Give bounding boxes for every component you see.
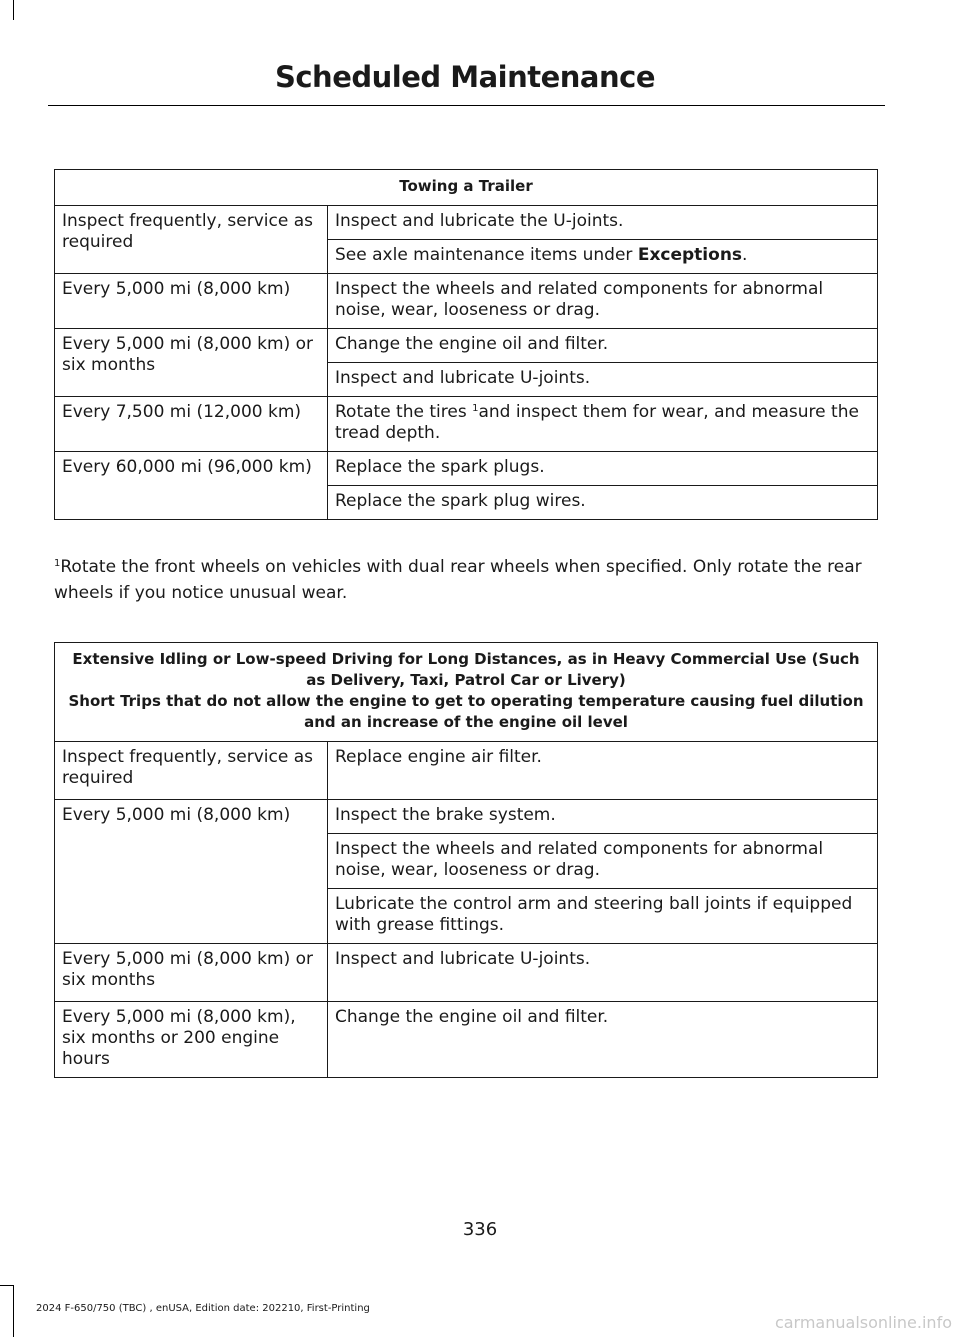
table-row [55, 397, 878, 452]
task-cell: Inspect and lubricate the U-joints. [328, 206, 878, 240]
interval-cell: Every 5,000 mi (8,000 km) [55, 800, 328, 944]
task-cell: Inspect and lubricate U-joints. [328, 363, 878, 397]
table-row [55, 452, 878, 486]
table-title-line: Short Trips that do not allow the engine to get to operating temperature causing fuel dilution and an increase of the engine oil level [68, 692, 864, 731]
interval-cell: Every 7,500 mi (12,000 km) [55, 397, 328, 452]
interval-cell: Every 5,000 mi (8,000 km) [55, 274, 328, 329]
task-cell: Replace engine air filter. [328, 742, 878, 800]
task-cell: Change the engine oil and filter. [328, 329, 878, 363]
edition-line: 2024 F-650/750 (TBC) , enUSA, Edition date: 202210, First-Printing [36, 1303, 370, 1314]
task-text: See axle maintenance items under [335, 245, 633, 265]
interval-cell: Inspect frequently, service as required [55, 742, 328, 800]
page-title: Scheduled Maintenance [274, 60, 655, 94]
table-title-line: Extensive Idling or Low-speed Driving for Long Distances, as in Heavy Commercial Use (Such as Delivery, Taxi, Patrol Car or Livery) [72, 650, 860, 689]
task-cell: Replace the spark plug wires. [328, 486, 878, 520]
footnote-marker: 1 [54, 558, 61, 569]
task-cell: Inspect and lubricate U-joints. [328, 944, 878, 1002]
table-header-row [55, 170, 878, 206]
crop-mark [13, 1285, 14, 1337]
table-row [55, 274, 878, 329]
task-cell: Inspect the wheels and related components for abnormal noise, wear, looseness or drag. [328, 834, 878, 889]
task-cell: Replace the spark plugs. [328, 452, 878, 486]
idling-table [54, 642, 878, 1078]
interval-cell: Inspect frequently, service as required [55, 206, 328, 274]
footnote-text: Rotate the front wheels on vehicles with dual rear wheels when specified. Only rotate the rear wheels if you notice unusual wear. [54, 557, 862, 603]
interval-cell: Every 5,000 mi (8,000 km), six months or 200 engine hours [55, 1002, 328, 1078]
table-row [55, 800, 878, 834]
exceptions-reference: Exceptions [637, 245, 743, 265]
table-title [55, 643, 878, 742]
footnote [54, 554, 878, 606]
task-cell: Inspect the brake system. [328, 800, 878, 834]
interval-cell: Every 60,000 mi (96,000 km) [55, 452, 328, 520]
table-header-row [55, 643, 878, 742]
task-text: Rotate the tires [335, 402, 467, 422]
crop-mark [13, 0, 14, 20]
towing-table [54, 169, 878, 520]
task-cell: Lubricate the control arm and steering ball joints if equipped with grease fittings. [328, 889, 878, 944]
watermark: carmanualsonline.info [774, 1313, 952, 1332]
table-row [55, 329, 878, 363]
task-text: and inspect them for wear, and measure the tread depth. [335, 402, 859, 443]
task-cell [328, 397, 878, 452]
table-row [55, 206, 878, 240]
table-row [55, 944, 878, 1002]
task-cell [328, 240, 878, 274]
table-row [55, 742, 878, 800]
punctuation: . [742, 245, 748, 265]
interval-cell: Every 5,000 mi (8,000 km) or six months [55, 329, 328, 397]
crop-mark [0, 1285, 14, 1286]
interval-cell: Every 5,000 mi (8,000 km) or six months [55, 944, 328, 1002]
task-cell: Change the engine oil and filter. [328, 1002, 878, 1078]
footnote-ref: 1 [472, 403, 479, 414]
table-title: Towing a Trailer [55, 170, 878, 206]
title-divider [48, 105, 885, 106]
task-cell: Inspect the wheels and related components for abnormal noise, wear, looseness or drag. [328, 274, 878, 329]
table-row [55, 1002, 878, 1078]
page-number: 336 [462, 1219, 498, 1240]
